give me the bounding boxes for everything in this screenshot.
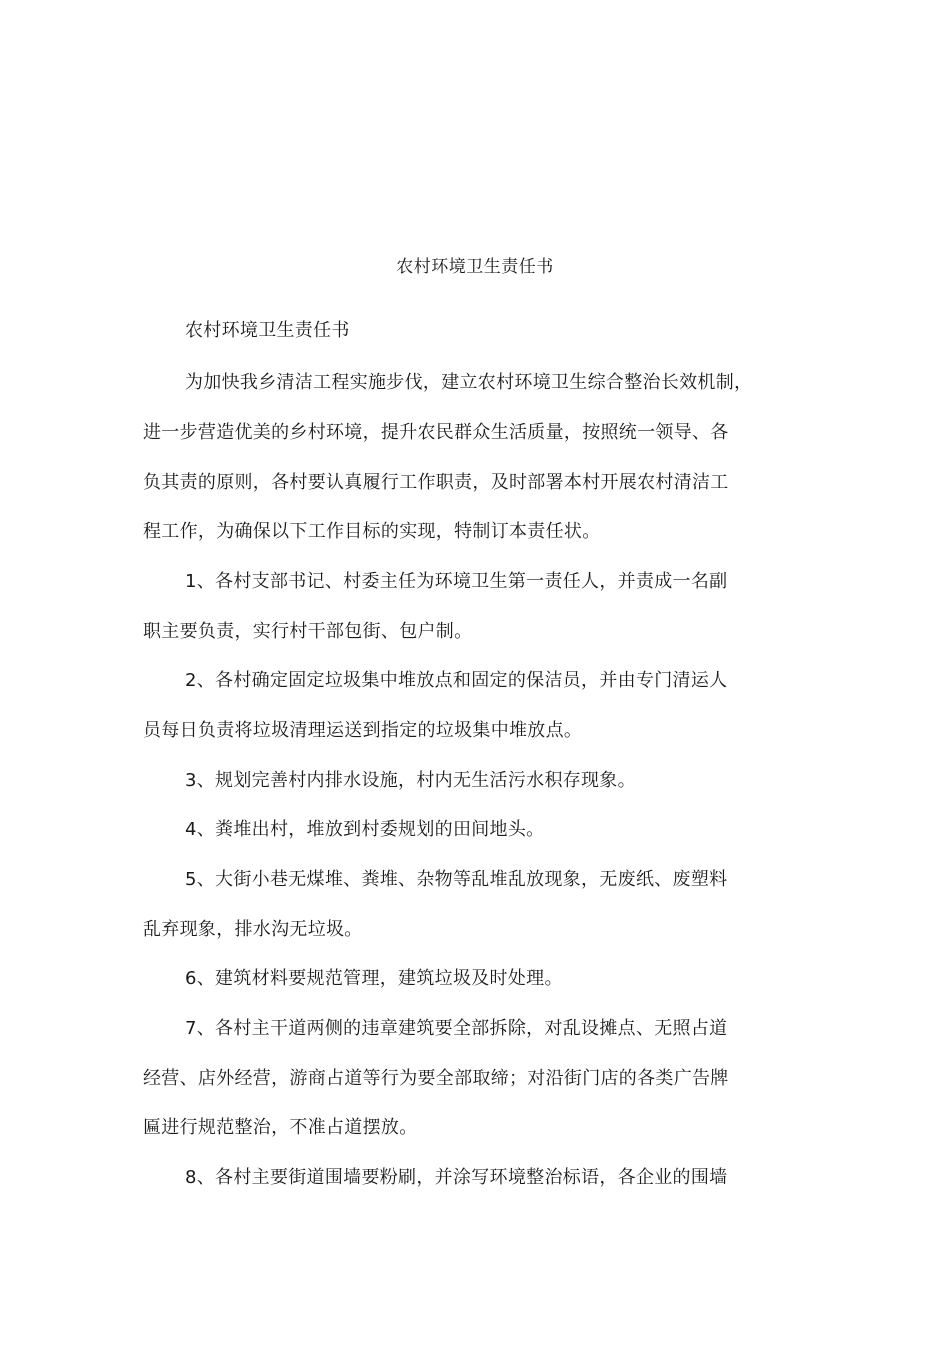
- paragraph-line: 5、大街小巷无煤堆、粪堆、杂物等乱堆乱放现象，无废纸、废塑料: [185, 869, 728, 890]
- paragraph-line: 员每日负责将垃圾清理运送到指定的垃圾集中堆放点。: [143, 720, 583, 741]
- paragraph-line: 2、各村确定固定垃圾集中堆放点和固定的保洁员，并由专门清运人: [185, 670, 728, 691]
- paragraph-line: 乱弃现象，排水沟无垃圾。: [143, 919, 363, 940]
- paragraph-line: 负其责的原则，各村要认真履行工作职责，及时部署本村开展农村清洁工: [143, 472, 729, 493]
- paragraph-line: 7、各村主干道两侧的违章建筑要全部拆除，对乱设摊点、无照占道: [185, 1018, 728, 1039]
- paragraph-line: 4、粪堆出村，堆放到村委规划的田间地头。: [185, 819, 545, 840]
- paragraph-line: 为加快我乡清洁工程实施步伐，建立农村环境卫生综合整治长效机制，: [185, 372, 753, 393]
- paragraph-line: 进一步营造优美的乡村环境，提升农民群众生活质量，按照统一领导、各: [143, 422, 729, 443]
- paragraph-line: 8、各村主要街道围墙要粉刷，并涂写环境整治标语，各企业的围墙: [185, 1167, 728, 1188]
- paragraph-line: 6、建筑材料要规范管理，建筑垃圾及时处理。: [185, 968, 563, 989]
- paragraph-line: 3、规划完善村内排水设施，村内无生活污水积存现象。: [185, 770, 636, 791]
- paragraph-line: 职主要负责，实行村干部包街、包户制。: [143, 621, 473, 642]
- paragraph-line: 匾进行规范整治，不准占道摆放。: [143, 1117, 418, 1138]
- paragraph-line: 程工作，为确保以下工作目标的实现，特制订本责任状。: [143, 521, 601, 542]
- paragraph-line: 1、各村支部书记、村委主任为环境卫生第一责任人，并责成一名副: [185, 571, 728, 592]
- document-subtitle: 农村环境卫生责任书: [185, 320, 350, 341]
- paragraph-line: 经营、店外经营，游商占道等行为要全部取缔；对沿街门店的各类广告牌: [143, 1068, 729, 1089]
- document-title: 农村环境卫生责任书: [396, 257, 554, 277]
